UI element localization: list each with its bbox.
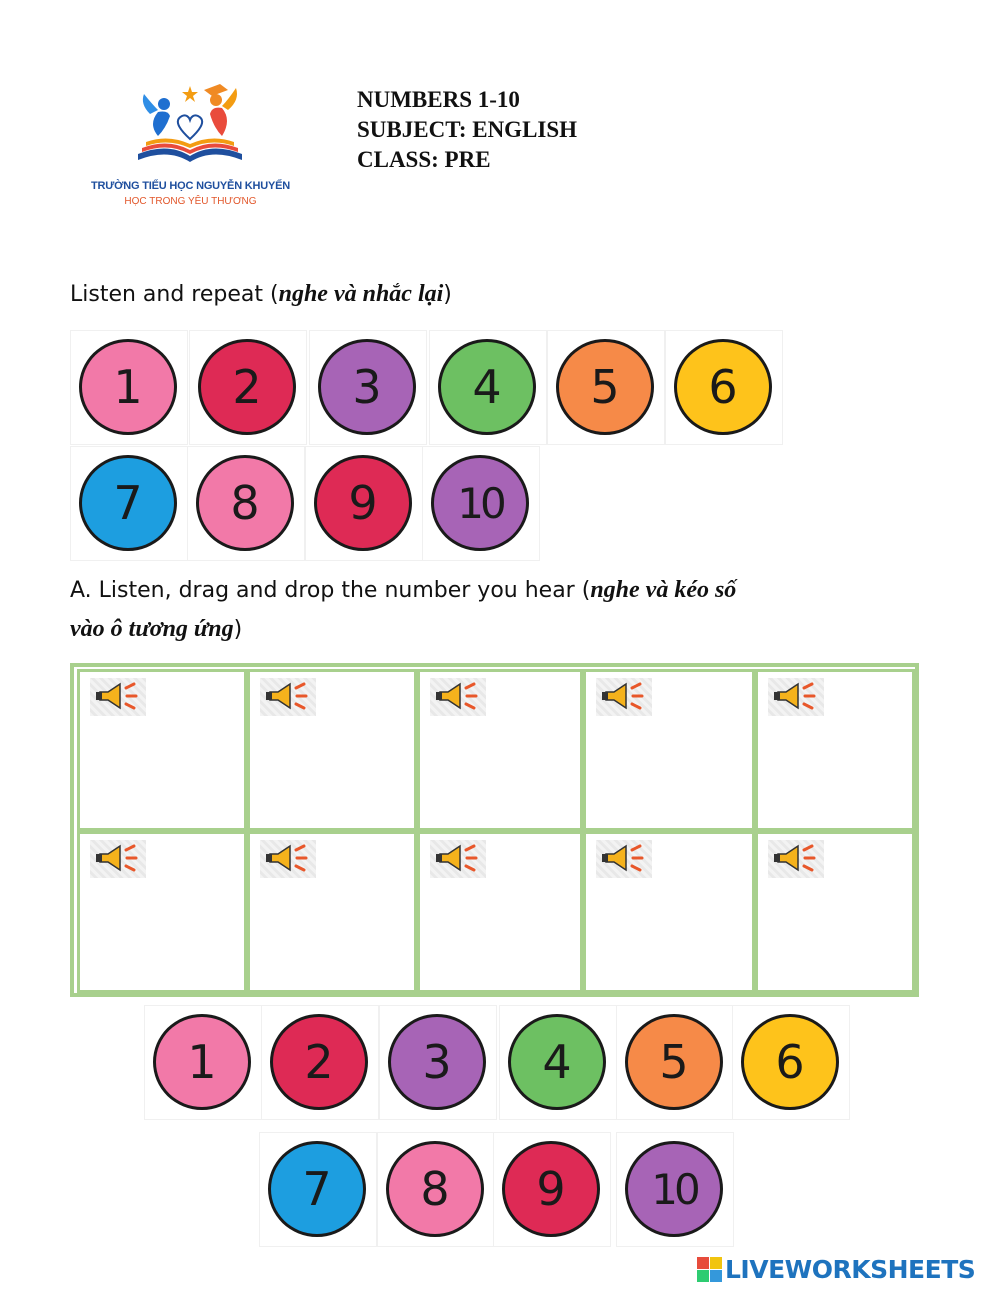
number-card-3[interactable] <box>310 331 426 444</box>
number-circle: 5 <box>625 1014 723 1110</box>
number-circle: 2 <box>198 339 296 435</box>
drop-zone-3[interactable] <box>417 669 583 831</box>
number-circle: 10 <box>431 455 529 551</box>
speaker-button[interactable] <box>260 678 316 716</box>
number-circle: 9 <box>314 455 412 551</box>
liveworksheets-brand <box>697 1252 975 1286</box>
number-card-4[interactable] <box>430 331 546 444</box>
instruction-vietnamese: nghe và kéo số <box>590 577 737 603</box>
worksheet-class: CLASS: PRE <box>357 147 491 172</box>
number-circle: 7 <box>79 455 177 551</box>
draggable-number-9[interactable] <box>494 1133 610 1246</box>
speaker-button[interactable] <box>768 678 824 716</box>
speaker-icon <box>430 840 486 878</box>
brand-blocks-icon <box>697 1257 722 1282</box>
speaker-icon <box>768 678 824 716</box>
instruction-close: ) <box>233 617 243 642</box>
speaker-icon <box>596 678 652 716</box>
draggable-number-8[interactable] <box>378 1133 494 1246</box>
speaker-button[interactable] <box>260 840 316 878</box>
school-name: TRƯỜNG TIỂU HỌC NGUYỄN KHUYẾN <box>90 180 291 192</box>
number-card-6[interactable] <box>666 331 782 444</box>
draggable-number-2[interactable] <box>262 1006 378 1119</box>
draggable-number-6[interactable] <box>733 1006 849 1119</box>
draggable-number-7[interactable] <box>260 1133 376 1246</box>
number-circle: 6 <box>674 339 772 435</box>
drop-zone-4[interactable] <box>583 669 755 831</box>
number-circle: 1 <box>153 1014 251 1110</box>
number-circle: 4 <box>508 1014 606 1110</box>
number-card-7[interactable] <box>71 447 187 560</box>
brand-name: LIVEWORKSHEETS <box>725 1254 976 1284</box>
drop-zone-10[interactable] <box>755 831 915 993</box>
number-card-5[interactable] <box>548 331 664 444</box>
drag-drop-instruction-line2 <box>70 616 242 643</box>
school-logo <box>78 84 303 214</box>
worksheet-title: NUMBERS 1-10 <box>357 87 520 112</box>
drag-drop-instruction <box>70 577 736 604</box>
answer-grid <box>70 663 919 997</box>
listen-repeat-instruction <box>70 281 452 308</box>
instruction-text: A. Listen, drag and drop the number you hear ( <box>70 578 591 603</box>
number-circle: 7 <box>268 1141 366 1237</box>
number-circle: 6 <box>741 1014 839 1110</box>
number-circle: 8 <box>386 1141 484 1237</box>
number-card-2[interactable] <box>190 331 306 444</box>
speaker-button[interactable] <box>430 678 486 716</box>
speaker-button[interactable] <box>430 840 486 878</box>
number-circle: 9 <box>502 1141 600 1237</box>
number-circle: 5 <box>556 339 654 435</box>
number-circle: 10 <box>625 1141 723 1237</box>
school-emblem-icon <box>128 84 253 179</box>
speaker-icon <box>596 840 652 878</box>
number-circle: 2 <box>270 1014 368 1110</box>
draggable-number-3[interactable] <box>380 1006 496 1119</box>
number-card-10[interactable] <box>423 447 539 560</box>
number-circle: 8 <box>196 455 294 551</box>
drop-zone-2[interactable] <box>247 669 417 831</box>
number-card-8[interactable] <box>188 447 304 560</box>
draggable-number-10[interactable] <box>617 1133 733 1246</box>
speaker-button[interactable] <box>596 840 652 878</box>
number-circle: 1 <box>79 339 177 435</box>
worksheet-subject: SUBJECT: ENGLISH <box>357 117 578 142</box>
speaker-icon <box>768 840 824 878</box>
number-circle: 3 <box>388 1014 486 1110</box>
instruction-vietnamese: vào ô tương ứng <box>70 616 234 642</box>
speaker-icon <box>260 840 316 878</box>
drop-zone-5[interactable] <box>755 669 915 831</box>
drop-zone-6[interactable] <box>77 831 247 993</box>
number-circle: 3 <box>318 339 416 435</box>
number-card-9[interactable] <box>306 447 422 560</box>
drop-zone-8[interactable] <box>417 831 583 993</box>
speaker-icon <box>90 840 146 878</box>
draggable-number-5[interactable] <box>617 1006 733 1119</box>
speaker-button[interactable] <box>90 840 146 878</box>
number-circle: 4 <box>438 339 536 435</box>
drop-zone-9[interactable] <box>583 831 755 993</box>
number-card-1[interactable] <box>71 331 187 444</box>
draggable-number-1[interactable] <box>145 1006 261 1119</box>
drop-zone-1[interactable] <box>77 669 247 831</box>
speaker-button[interactable] <box>90 678 146 716</box>
draggable-number-4[interactable] <box>500 1006 616 1119</box>
speaker-icon <box>260 678 316 716</box>
school-motto: HỌC TRONG YÊU THƯƠNG <box>124 196 257 207</box>
drop-zone-7[interactable] <box>247 831 417 993</box>
instruction-text: Listen and repeat ( <box>70 282 279 307</box>
speaker-icon <box>90 678 146 716</box>
speaker-icon <box>430 678 486 716</box>
instruction-vietnamese: nghe và nhắc lại <box>278 281 444 307</box>
instruction-close: ) <box>443 282 452 307</box>
speaker-button[interactable] <box>596 678 652 716</box>
speaker-button[interactable] <box>768 840 824 878</box>
